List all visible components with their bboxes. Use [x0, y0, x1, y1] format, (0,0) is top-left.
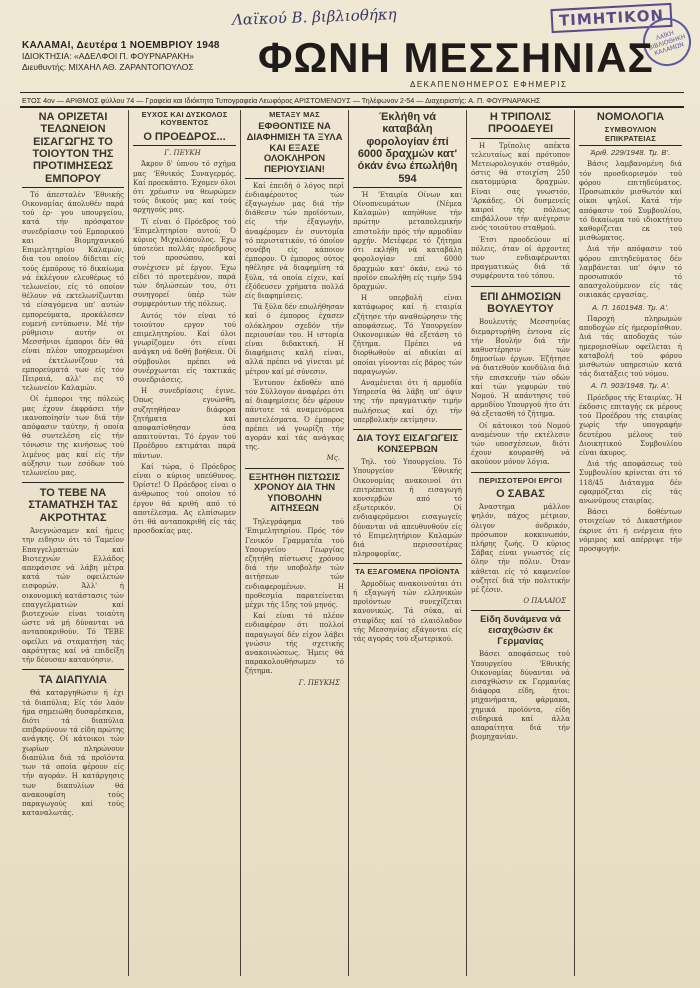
article-paragraph: Άκρον δ' ύπνου τό σχήμα μας 'Εθνικός Συναγερμός. Καί προεκάπτο. Έχομεν όλοι ότι χρέωσιν να θεωρώμεν τούς δικούς μας καί τούς αρχηγούς μας.	[133, 160, 236, 215]
masthead-left	[22, 40, 220, 73]
article-headline: ΕΠΙ ΔΗΜΟΣΙΩΝ ΒΟΥΛΕΥΤΟΥ	[480, 290, 561, 315]
article-paragraph: Διά τήν απόφασιν τού φόρου επιτηδεύματος δέν λαμβάνεται υπ' όψιν τό προσωπικόν τό απασχολούμενον είς τάς οικιακάς εργασίας.	[579, 245, 682, 300]
article-paragraph: Παροχή πληρωμών αποδοχών είς ήμερομίσθιον. Διά τάς αποδοχάς τών ημερομισθίων οφείλεται ή καταβολή τού φόρου μισθωτών υπηρεσιών κατά τάς διατάξεις τού νόμου.	[579, 314, 682, 379]
article-kicker: ΠΕΡΙΣΣΟΤΕΡΟΙ ΕΡΓΟΙ	[479, 475, 562, 485]
article-paragraph: Τηλεγράφημα τού 'Επιμελητηρίου. Πρός τόν Γενικόν Γραμματέα τού Υπουργείου Γεωργίας εζητήθη πίστωσις χρόνου διά τήν υποβολήν τών αιτήσεων τών ενδιαφερομένων. Η προθεσμία παρατείνεται μέχρι τής 15ης τού μηνός.	[245, 518, 344, 609]
article-paragraph: Τί είναι ό Πρόεδρος τού 'Επιμελητηρίου αυτού; Ό κύριος Μιχαλόπουλος. Έχω ύποτεύει πολλάς πρόεδρους τού προσώπου, καί συνέχισεν μέ έργον. Έχω είδει τό προτεμένον, παρά τών δηλώσεών του, ότι συνηγορεί ύπέρ τών συμφερόντων τής πόλεως.	[133, 217, 236, 309]
article-headline: ΔΙΑ ΤΟΥΣ ΕΙΣΑΓΩΓΕΙΣ ΚΟΝΣΕΡΒΩΝ	[356, 432, 459, 455]
article-separator	[22, 669, 124, 670]
column-1	[22, 108, 124, 978]
column-divider	[240, 110, 241, 976]
article-kicker: ΜΕΤΑΞΥ ΜΑΣ	[269, 110, 320, 119]
article-headline: Έκλήθη νά καταβάλη φορολογίαν έπί 6000 δραχμών κατ' όκάν ένω έπωλήθη 594	[353, 111, 462, 188]
handwritten-annotation: Λαϊκού Β. βιβλιοθήκη	[231, 5, 397, 29]
column-6	[579, 108, 682, 978]
article-kicker: ΕΥΧΟΣ ΚΑΙ ΔΥΣΚΟΛΟΣ ΚΟΥΒΕΝΤΟΣ	[141, 110, 228, 128]
article-paragraph: Άναστημα μάλλον ψηλόν, πάχος μέτριον, όλιγον όνδρικόν, πρόσωπον κοκκινωπόν, πλήρης ζωής. Ό κύριος Σάβας είναι γνωστός είς όλην τήν πόλιν. Όταν κάθεται είς τό καφενείον συζητεί διά τήν πολιτικήν μέ ζέσιν.	[471, 503, 570, 595]
article-paragraph: Διά τής αποφάσεως τού Συμβουλίου κρίνεται ότι τό 118/45 Διάταγμα δέν εφαρμόζεται είς τάς ανωνύμους εταιρίας.	[579, 460, 682, 505]
article-signature: Γ. ΠΕΥΚΗΣ	[298, 678, 340, 687]
newspaper-title: ΦΩΝΗ ΜΕΣΣΗΝΙΑΣ	[258, 34, 654, 81]
column-divider	[574, 110, 575, 976]
article-paragraph: Οί έμποροι της πόλεώς μας έχουν έκφράσει τήν ικανοποίησίν των διά τήν απόφασιν ταύτην, ή οποία θά συντελέση είς τήν τόνωσιν της κινήσεως τού λιμένος μας καί είς τήν αύξησιν των εσόδων τού τελωνείου μας.	[22, 395, 124, 477]
column-divider	[348, 110, 349, 976]
article-paragraph: Η υπερβολή είναι κατάφωρος καί ή εταιρία εζήτησε τήν αναθεώρησιν τής αποφάσεως. Τό Υπουργείον Οικονομικών θά εξετάση τό ζήτημα. Πρέπει νά διορθωθούν αί αδικίαι αί οποίαι γίνονται είς βάρος τών παραγωγών.	[353, 294, 462, 376]
case-reference: Α. Π. 903/1948. Τμ. Α'.	[590, 381, 671, 391]
issue-date: ΚΑΛΑΜΑΙ, Δευτέρα 1 ΝΟΕΜΒΡΙΟΥ 1948	[22, 40, 220, 51]
article-byline: Γ. ΠΕΥΚΗ	[164, 149, 201, 158]
column-4	[353, 108, 462, 978]
article-headline: ΤΑ ΕΞΑΓΟΜΕΝΑ ΠΡΟΪΟΝΤΑ	[355, 567, 460, 577]
article-headline: ΤΟ ΤΕΒΕ ΝΑ ΣΤΑΜΑΤΗΣΗ ΤΑΣ ΑΚΡΟΤΗΤΑΣ	[28, 487, 118, 524]
article-separator	[471, 286, 570, 287]
column-2	[133, 108, 236, 978]
article-paragraph: Καί είναι τό πλέον ενδιαφέρον ότι πολλοί παραγωγοί δέν είχον λάβει γνώσιν τής σχετικής ανακοινώσεως. Ήμεις θά παρακολουθήσωμεν τό ζήτημα.	[245, 612, 344, 676]
article-separator	[245, 468, 344, 469]
article-paragraph: Άρμοδίως ανακοινούται ότι ή εξαγωγή τών ελληνικών προϊόντων συνεχίζεται κανονικώς. Τά σύκα, αί σταφίδες καί τό ελαιόλαδον τής Μεσσηνίας εξάγονται είς τάς αγοράς τού εξωτερικού.	[353, 579, 462, 644]
article-headline: ΕΞΗΤΗΘΗ ΠΙΣΤΩΣΙΣ ΧΡΟΝΟΥ ΔΙΑ ΤΗΝ ΥΠΟΒΟΛΗΝ ΑΙΤΗΣΕΩΝ	[248, 471, 341, 515]
article-headline: ΝΑ ΟΡΙΖΕΤΑΙ ΤΕΛΩΝΕΙΟΝ ΕΙΣΑΓΩΓΗΣ ΤΟ ΤΟΙΟΥΤΟΝ ΤΗΣ ΠΡΟΤΙΜΗΣΕΩΣ ΕΜΠΟΡΟΥ	[22, 111, 124, 188]
column-divider	[466, 110, 467, 976]
info-bar: ΕΤΟΣ 4ον — ΑΡΙΘΜΟΣ φύλλου 74 — Γραφεία και Ιδιόκτητα Τυπογραφεία Λεωφόρος ΑΡΙΣΤΟΜΕΝΟΥΣ — Τηλέφωνον 2-54 — Διαχειριστής: Α. Π. ΦΟΥΡΝΑΡΑΚΗΣ	[22, 96, 541, 105]
article-paragraph: Η Τρίπολις απέκτα τελευταίως καί πρότυπον Μετεωρολογικόν σταθμόν, όστις θά στοιχίση 250 εκατομμύρια δραχμών. Είναι σας γνωστόν, 'Αρκάδες. Οί δυσμενείς καιροί τής πόλεως επιβάλλουν τήν ανέγερσιν ενός τοιούτου σταθμού.	[471, 141, 570, 233]
article-paragraph: Βάσει δοθέντων στοιχείων τό Δικαστήριον έκρινε ότι ή ενέργεια ήτο νόμιμος καί απέρριψε τήν προσφυγήν.	[579, 508, 682, 553]
article-separator	[353, 563, 462, 564]
article-paragraph: Τηλ. τού Υπουργείου. Τό Υπουργείον 'Εθνικής Οικονομίας ανακοινοί ότι επιτρέπεται ή εισαγωγή κονσερβών από τό εξωτερικόν. Οί ενδιαφερόμενοι εισαγωγείς δύνανται νά απευθυνθούν είς τό Επιμελητήριον Καλαμών διά περισσοτέρας πληροφορίας.	[353, 458, 462, 559]
article-paragraph: Καί τώρα, ό Πρόεδρος είναι ο κύριος υπεύθυνος. Όρίστε! Ό Πρόεδρος είναι ο άνθρωπος τού οποίου τό έργον θά κριθή από τό αποτέλεσμα. Ας ελπίσωμεν ότι θά ανταποκριθή είς τάς προσδοκίας μας.	[133, 462, 236, 536]
section-title: ΝΟΜΟΛΟΓΙΑ	[596, 111, 665, 123]
article-headline: ΤΑ ΔΙΑΠΥΛΙΑ	[38, 674, 108, 687]
article-paragraph: Αναμένεται ότι ή αρμοδία Υπηρεσία θά λάβη υπ' όψιν της τήν πραγματικήν τιμήν πωλήσεως καί όχι τήν υπερβολικήν εκτίμησιν.	[353, 378, 462, 424]
article-separator	[471, 610, 570, 611]
article-signature: Μς.	[326, 454, 340, 463]
article-paragraph: Έντυπον έκδοθέν από τόν Σύλλογον άναφέρει ότι αί διαφημίσεις δέν φέρουν πάντοτε τά αναμενόμενα αποτελέσματα. Ό έμπορος πρέπει νά γνωρίζη τήν αγοράν καί τάς ανάγκας της.	[245, 378, 344, 452]
article-headline: Είδη δυνάμενα νά εισαχθώσιν έκ Γερμανίας	[480, 614, 561, 647]
section-subtitle: ΣΥΜΒΟΥΛΙΟΝ ΕΠΙΚΡΑΤΕΙΑΣ	[579, 126, 682, 146]
article-paragraph: Βάσις λαμβανομένη διά τόν προσδιορισμόν τού φόρου επιτηδεύματος. Προσωπικόν μισθωτόν καί οίκοι ψηλοί. Κατά τήν απόφασιν τού Συμβουλίου, τό δικαίωμα τού ιδιοκτήτου καθορίζεται εκ τού μισθώματος.	[579, 160, 682, 243]
article-paragraph: Ή 'Εταιρία Οίνων και Οίνοπνευμάτων (Νέμεα Καλαμών) απηύθυνε τήν πρώτην μεταπολεμικήν επιστολήν πρός τήν αρμοδίαν αρχήν. Μετέφερε τό ζήτημα ότι εκλήθη νά καταβάλη φορολογίαν επί 6000 δραχμών κατ' όκάν, ενώ τό προϊόν επωλήθη είς τιμήν 594 δραχμών.	[353, 190, 462, 291]
column-5	[471, 108, 570, 978]
masthead-rule-top	[20, 92, 684, 93]
director-line: Διευθυντής: ΜΙΧΑΗΛ ΑΘ. ΖΑΡΑΝΤΟΠΟΥΛΟΣ	[22, 62, 194, 72]
price-stamp: ΤΙΜΗΤΙΚΟΝ	[550, 3, 672, 33]
article-paragraph: Άνεγνώσαμεν καί ήμεις την ειδησιν ότι τό Ταμείον Επαγγελματιών καί Βιοτεχνών Ελλάδος απεφάσισε νά λάβη μέτρα κατά τών οφειλετών εισφορών. Άλλ' ή οικονομική κατάστασις τών επαγγελματιών καί βιοτεχνών είναι τοιαύτη ώστε νά μή δύνανται νά ανταποκριθούν. Τό ΤΕΒΕ οφείλει νά σταματήση τάς ακρότητας καί νά επιδείξη τήν δέουσαν κατανόησιν.	[22, 527, 124, 664]
article-signature: Ο ΠΑΛΑΙΟΣ	[523, 597, 566, 606]
article-headline: Ο ΣΑΒΑΣ	[496, 487, 545, 500]
column-divider	[128, 110, 129, 976]
article-paragraph: Βάσει αποφάσεως τού Υπουργείου 'Εθνικής Οικονομίας δύνανται νά εισαχθώσιν εκ Γερμανίας διάφορα είδη, ήτοι: μηχανήματα, φάρμακα, χημικά προϊόντα, είδη σιδηρικά καί άλλα απαραίτητα διά τήν βιομηχανίαν.	[471, 650, 570, 742]
article-paragraph: Θά καταργηθώσιν ή έχι τά διαπύλια; Είς τόν λαόν ήμα σημειώθη δυσαρέσκεια, διότι τά διαπύλια επιβαρύνουν τά είδη πρώτης ανάγκης. Οί κάτοικοι τών χωρίων πληρώνουν διαπύλια διά τά προϊόντα των τά οποία φέρουν είς τήν αγοράν. Η κατάργησις των διαπυλίων θά ανακουφίση τούς παραγωγούς καί τούς καταναλωτάς.	[22, 689, 124, 818]
article-paragraph: Οί κάτοικοι τού Νομού αναμένουν τήν εκτέλεσιν τών υποσχέσεων, διότι έχουν κουρασθή νά ακούουν μόνον λόγια.	[471, 421, 570, 467]
case-reference: Άριθ. 229/1948. Τμ. Β'.	[590, 148, 671, 158]
article-paragraph: Αυτός τόν είναι τό τοιούτον εργον τού επιμελητηρίου. Καί όλοι γνωρίζομεν ότι είναι ανάγκη νά δοθή βοήθεια. Οί σύμβουλοι πρέπει νά συνέρχωνται είς τακτικάς συνεδριάσεις.	[133, 311, 236, 384]
article-separator	[22, 482, 124, 483]
article-headline: ΕΦΘΟΝΤΙΣΕ ΝΑ ΔΙΑΦΗΜΙΣΗ ΤΑ ΞΥΛΑ ΚΑΙ ΕΞΑΣΕ ΟΛΟΚΛΗΡΟΝ ΠΕΡΙΟΥΣΙΑΝ!	[245, 122, 344, 178]
article-paragraph: Τό άπεσταλέν 'Εθνικής Οικονομίας άπολυθέν παρά τού έρ- γου υπουργείου, κατά τήν πρόσφατον συνεδρίασιν τού Εμπορικού και Βιομηχανικού Επιμελητηρίου Καλαμών, δια του οποίου δίδεται είς τούς έμπόρους τό δικαίωμα νά έκλέγουν ελευθέρως τό τελωνείον, είς τό οποίον θέλουν νά εκτελωνίζωνται τά είσαγόμενα υπ' αυτών εμπορεύματα, προκάλεσεν ευμενή εντύπωσιν. Μέ τήν ρύθμισιν αυτήν οι Μεσσήνιοι έμποροι δέν θά είναι πλέον υποχρεωμένοι νά έκτελωνίζουν τά εμπορεύματά των είς τόν Πειραιά, αλλ' εις τό τελωνείον Καλαμών.	[22, 190, 124, 393]
article-paragraph: Βουλευτής Μεσσηνίας διεμαρτυρήθη έντονα είς τήν Βουλήν διά τήν καθυστέρησιν τών δημοσίων έργων. Έζήτησε νά διατεθούν κονδύλια διά τήν επισκευήν τών οδών καί τών γεφυρών τού Νομού. Ή απάντησις τού αρμοδίου Υπουργού ήτο ότι θά εξετασθή τό ζήτημα.	[471, 318, 570, 419]
case-reference: Α. Π. 1601948. Τμ. Α'.	[591, 302, 670, 312]
article-separator	[353, 429, 462, 430]
article-separator	[471, 472, 570, 473]
article-paragraph: Έτσι προοδεύουν αί πόλεις, όταν οί άρχοντες των ενδιαφέρωνται πραγματικώς διά τά συμφέροντα τού τόπου.	[471, 235, 570, 281]
article-paragraph: Καί έπειδή ό λόγος περί ένδιαφέροντος τών έξαγωγέων μας διά τήν διάθεσιν τών προϊόντων, είς τήν έξαγωγήν, άναφέρομεν έν συντομία τό περιστατικόν, τό όποίον συνέβη είς κάποιον έμπορον. Ό έμπορος ούτος ηθέλησε νά διαφημίση τά ξύλα, τά οποία είχεν, καί έξόδευσεν χρήματα πολλά είς διαφημίσεις.	[245, 181, 344, 300]
article-paragraph: Η συνεδρίασις έγινε. Όπως εγνώσθη, συζητηθήσαν διάφορα ζητήματα καί αποφασίσθησαν όσα απαιτούνται. Τό έργον τού Προέδρου εκτιμάται παρά πάντων.	[133, 387, 236, 460]
column-3	[245, 108, 344, 978]
article-headline: Η ΤΡΙΠΟΛΙΣ ΠΡΟΟΔΕΥΕΙ	[471, 111, 570, 139]
owner-line: ΙΔΙΟΚΤΗΣΙΑ: «ΑΔΕΛΦΟΙ Π. ΦΟΥΡΝΑΡΑΚΗ»	[22, 51, 194, 61]
article-paragraph: Πρόεδρος τής Εταιρίας. Ή έκδοσις επιταγής εκ μέρους τού Προέδρου τής εταιρίας χωρίς τήν υπογραφήν δευτέρου μέλους τού Διοικητικού Συμβουλίου είναι άκυρος.	[579, 393, 682, 457]
article-headline: Ο ΠΡΟΕΔΡΟΣ...	[133, 131, 236, 146]
newspaper-subtitle: ΔΕΚΑΠΕΝΘΗΜΕΡΟΣ ΕΦΗΜΕΡΙΣ	[410, 80, 568, 89]
article-paragraph: Τά ξύλα δέν επωλήθησαν καί ό έμπορος έχασεν ολόκληρον σχεδόν τήν περιουσίαν του. Η ιστορία είναι διδακτική. Η διαφήμισις καλή είναι, αλλά πρέπει νά γίνεται μέ μέτρον καί μέ σύνεσιν.	[245, 303, 344, 376]
library-seal: ΛΑΪΚΗ ΒΙΒΛΙΟΘΗΚΗ ΚΑΛΑΜΩΝ	[637, 12, 697, 72]
